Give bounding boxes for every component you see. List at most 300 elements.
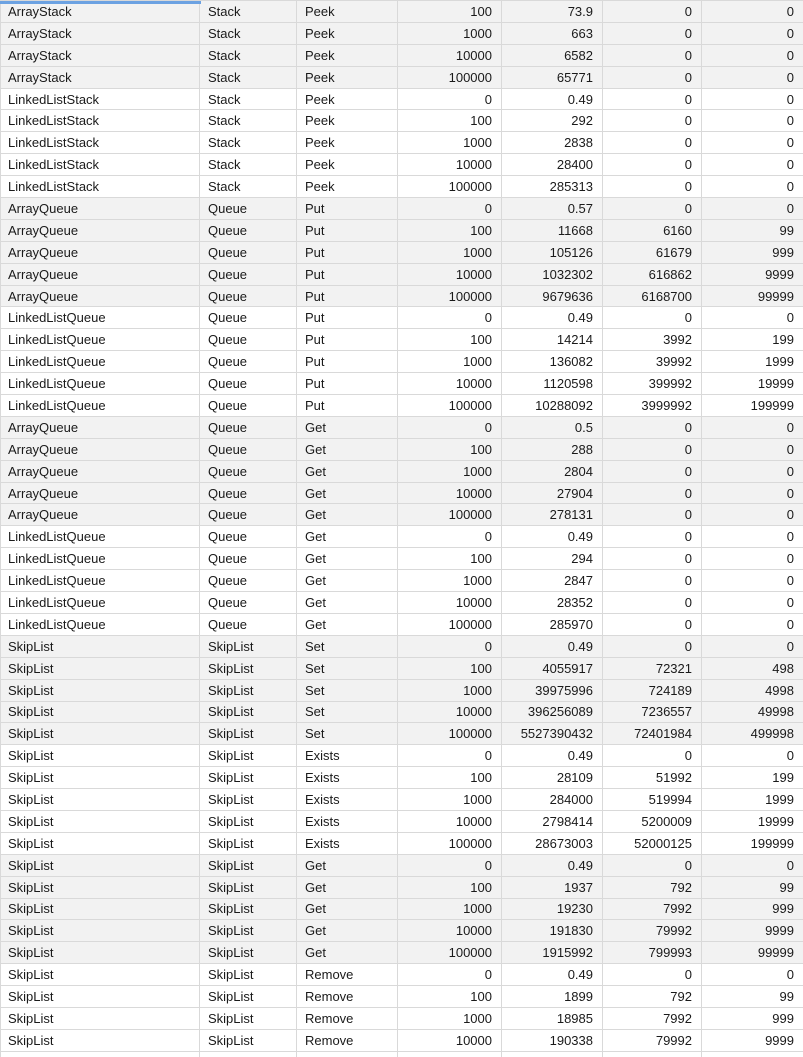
cell-category[interactable]: Queue <box>200 286 297 307</box>
cell-count[interactable]: 100000 <box>398 176 502 197</box>
cell-value-3[interactable]: 0 <box>786 551 794 567</box>
cell-category[interactable]: SkipList <box>200 636 297 657</box>
cell-value-2[interactable]: 3999992 <box>603 395 702 416</box>
cell-value-3[interactable]: 0 <box>786 638 794 654</box>
cell-structure[interactable]: ArrayQueue <box>0 461 200 482</box>
cell-value-1[interactable]: 136082 <box>502 351 603 372</box>
cell-count[interactable]: 100000 <box>398 723 502 744</box>
cell-structure[interactable]: LinkedListQueue <box>0 592 200 613</box>
cell-value-1[interactable]: 11668 <box>502 220 603 241</box>
cell-value-1[interactable]: 10288092 <box>502 395 603 416</box>
cell-count[interactable]: 1000 <box>398 461 502 482</box>
cell-value-3[interactable]: 0 <box>786 25 794 41</box>
cell-value-1[interactable]: 0.57 <box>502 198 603 219</box>
cell-value-1[interactable]: 73.9 <box>502 1 603 22</box>
cell-operation[interactable]: Set <box>297 658 398 679</box>
cell-value-3[interactable]: 0 <box>786 69 794 85</box>
cell-category[interactable]: SkipList <box>200 899 297 920</box>
cell-value-1[interactable] <box>502 1052 603 1057</box>
cell-count[interactable]: 1000 <box>398 680 502 701</box>
cell-structure[interactable]: SkipList <box>0 789 200 810</box>
cell-count[interactable]: 0 <box>398 526 502 547</box>
cell-value-2[interactable]: 52000125 <box>603 833 702 854</box>
cell-value-1[interactable]: 28673003 <box>502 833 603 854</box>
cell-value-1[interactable]: 1915992 <box>502 942 603 963</box>
cell-operation[interactable]: Peek <box>297 132 398 153</box>
cell-value-2[interactable]: 792 <box>603 986 702 1007</box>
cell-value-2[interactable]: 0 <box>603 110 702 131</box>
cell-value-3[interactable]: 99999 <box>757 288 794 304</box>
cell-category[interactable]: Queue <box>200 461 297 482</box>
cell-count[interactable]: 10000 <box>398 702 502 723</box>
cell-value-3[interactable] <box>702 1052 803 1057</box>
cell-count[interactable]: 100 <box>398 658 502 679</box>
cell-count[interactable]: 1000 <box>398 789 502 810</box>
cell-count[interactable]: 0 <box>398 307 502 328</box>
cell-operation[interactable]: Peek <box>297 67 398 88</box>
cell-category[interactable]: SkipList <box>200 811 297 832</box>
cell-operation[interactable]: Get <box>297 526 398 547</box>
cell-value-2[interactable]: 724189 <box>603 680 702 701</box>
cell-category[interactable]: Stack <box>200 132 297 153</box>
cell-value-3[interactable]: 0 <box>786 135 794 151</box>
cell-value-2[interactable]: 0 <box>603 132 702 153</box>
cell-operation[interactable]: Exists <box>297 811 398 832</box>
cell-value-3[interactable]: 4998 <box>765 682 794 698</box>
cell-count[interactable]: 100000 <box>398 395 502 416</box>
cell-structure[interactable]: LinkedListQueue <box>0 614 200 635</box>
cell-category[interactable]: SkipList <box>200 723 297 744</box>
cell-category[interactable]: Queue <box>200 570 297 591</box>
cell-structure[interactable]: LinkedListStack <box>0 110 200 131</box>
cell-category[interactable]: Queue <box>200 242 297 263</box>
cell-value-2[interactable]: 0 <box>603 504 702 525</box>
cell-value-1[interactable]: 1120598 <box>502 373 603 394</box>
cell-category[interactable]: Queue <box>200 351 297 372</box>
cell-value-3[interactable]: 199 <box>772 332 794 348</box>
cell-value-2[interactable]: 0 <box>603 964 702 985</box>
cell-category[interactable]: Queue <box>200 395 297 416</box>
cell-value-3[interactable]: 0 <box>786 573 794 589</box>
cell-count[interactable]: 0 <box>398 636 502 657</box>
cell-operation[interactable]: Peek <box>297 176 398 197</box>
cell-value-1[interactable]: 0.49 <box>502 855 603 876</box>
cell-category[interactable]: Queue <box>200 592 297 613</box>
cell-operation[interactable]: Remove <box>297 986 398 1007</box>
cell-operation[interactable] <box>297 1052 398 1057</box>
cell-category[interactable]: Queue <box>200 526 297 547</box>
cell-value-2[interactable]: 0 <box>603 417 702 438</box>
cell-category[interactable]: SkipList <box>200 833 297 854</box>
cell-value-3[interactable]: 199 <box>772 770 794 786</box>
cell-value-1[interactable]: 0.49 <box>502 964 603 985</box>
cell-category[interactable]: SkipList <box>200 964 297 985</box>
cell-value-2[interactable]: 0 <box>603 570 702 591</box>
cell-value-1[interactable]: 2838 <box>502 132 603 153</box>
cell-operation[interactable]: Put <box>297 264 398 285</box>
cell-count[interactable]: 0 <box>398 855 502 876</box>
cell-value-1[interactable]: 663 <box>502 23 603 44</box>
cell-value-2[interactable]: 0 <box>603 198 702 219</box>
cell-value-2[interactable]: 399992 <box>603 373 702 394</box>
cell-value-2[interactable]: 0 <box>603 45 702 66</box>
cell-value-2[interactable]: 0 <box>603 67 702 88</box>
cell-operation[interactable]: Remove <box>297 964 398 985</box>
cell-category[interactable]: Stack <box>200 154 297 175</box>
cell-value-3[interactable]: 9999 <box>765 1032 794 1048</box>
cell-value-2[interactable]: 79992 <box>603 920 702 941</box>
cell-structure[interactable]: LinkedListStack <box>0 89 200 110</box>
cell-operation[interactable]: Get <box>297 592 398 613</box>
cell-value-1[interactable]: 5527390432 <box>502 723 603 744</box>
cell-value-3[interactable]: 0 <box>786 616 794 632</box>
cell-structure[interactable]: SkipList <box>0 702 200 723</box>
cell-value-2[interactable]: 0 <box>603 439 702 460</box>
cell-value-1[interactable]: 278131 <box>502 504 603 525</box>
cell-value-3[interactable]: 0 <box>786 967 794 983</box>
cell-operation[interactable]: Put <box>297 242 398 263</box>
cell-value-3[interactable]: 199999 <box>750 397 794 413</box>
cell-value-1[interactable]: 292 <box>502 110 603 131</box>
cell-category[interactable] <box>200 1052 297 1057</box>
cell-value-2[interactable] <box>603 1052 702 1057</box>
cell-structure[interactable]: LinkedListQueue <box>0 570 200 591</box>
cell-value-1[interactable]: 190338 <box>502 1030 603 1051</box>
cell-value-1[interactable]: 1032302 <box>502 264 603 285</box>
cell-value-3[interactable]: 0 <box>786 91 794 107</box>
cell-value-2[interactable]: 7236557 <box>603 702 702 723</box>
cell-category[interactable]: SkipList <box>200 767 297 788</box>
cell-operation[interactable]: Exists <box>297 833 398 854</box>
cell-structure[interactable]: LinkedListQueue <box>0 395 200 416</box>
cell-value-1[interactable]: 0.49 <box>502 89 603 110</box>
cell-structure[interactable]: LinkedListQueue <box>0 373 200 394</box>
cell-category[interactable]: Queue <box>200 483 297 504</box>
cell-value-1[interactable]: 285970 <box>502 614 603 635</box>
cell-structure[interactable]: ArrayQueue <box>0 439 200 460</box>
cell-value-3[interactable]: 199999 <box>750 835 794 851</box>
cell-value-3[interactable]: 99 <box>779 989 794 1005</box>
cell-count[interactable]: 100000 <box>398 614 502 635</box>
cell-value-1[interactable]: 288 <box>502 439 603 460</box>
cell-count[interactable]: 100 <box>398 767 502 788</box>
cell-category[interactable]: Queue <box>200 504 297 525</box>
cell-category[interactable]: SkipList <box>200 855 297 876</box>
cell-value-2[interactable]: 6160 <box>603 220 702 241</box>
cell-value-3[interactable]: 1999 <box>765 792 794 807</box>
cell-operation[interactable]: Put <box>297 351 398 372</box>
cell-value-3[interactable]: 9999 <box>765 923 794 939</box>
cell-value-1[interactable]: 27904 <box>502 483 603 504</box>
cell-value-1[interactable]: 294 <box>502 548 603 569</box>
cell-structure[interactable]: SkipList <box>0 1008 200 1029</box>
cell-category[interactable]: Stack <box>200 176 297 197</box>
cell-value-3[interactable]: 999 <box>772 1010 794 1026</box>
cell-value-2[interactable]: 799993 <box>603 942 702 963</box>
cell-count[interactable]: 100000 <box>398 286 502 307</box>
cell-category[interactable]: Queue <box>200 264 297 285</box>
cell-value-1[interactable]: 0.49 <box>502 307 603 328</box>
cell-value-1[interactable]: 19230 <box>502 899 603 920</box>
cell-value-2[interactable]: 0 <box>603 1 702 22</box>
cell-value-2[interactable]: 0 <box>603 483 702 504</box>
cell-value-1[interactable]: 2804 <box>502 461 603 482</box>
cell-category[interactable]: Queue <box>200 548 297 569</box>
cell-value-1[interactable]: 0.5 <box>502 417 603 438</box>
cell-count[interactable]: 10000 <box>398 1030 502 1051</box>
cell-count[interactable]: 100 <box>398 110 502 131</box>
cell-operation[interactable]: Remove <box>297 1008 398 1029</box>
cell-category[interactable]: Queue <box>200 439 297 460</box>
cell-operation[interactable]: Peek <box>297 45 398 66</box>
cell-category[interactable]: Queue <box>200 220 297 241</box>
cell-value-3[interactable]: 19999 <box>757 376 794 392</box>
cell-category[interactable]: SkipList <box>200 877 297 898</box>
cell-category[interactable]: SkipList <box>200 920 297 941</box>
cell-value-3[interactable]: 19999 <box>757 813 794 829</box>
cell-structure[interactable]: ArrayQueue <box>0 198 200 219</box>
cell-value-3[interactable]: 0 <box>786 507 794 523</box>
cell-structure[interactable]: SkipList <box>0 658 200 679</box>
cell-structure[interactable]: ArrayQueue <box>0 504 200 525</box>
cell-count[interactable]: 10000 <box>398 264 502 285</box>
cell-structure[interactable]: SkipList <box>0 767 200 788</box>
cell-value-2[interactable]: 0 <box>603 855 702 876</box>
cell-operation[interactable]: Put <box>297 329 398 350</box>
cell-operation[interactable]: Peek <box>297 89 398 110</box>
cell-operation[interactable]: Get <box>297 855 398 876</box>
cell-value-1[interactable]: 105126 <box>502 242 603 263</box>
cell-value-2[interactable]: 0 <box>603 636 702 657</box>
cell-value-1[interactable]: 2847 <box>502 570 603 591</box>
cell-operation[interactable]: Get <box>297 483 398 504</box>
cell-value-1[interactable]: 28352 <box>502 592 603 613</box>
cell-operation[interactable]: Get <box>297 942 398 963</box>
cell-count[interactable]: 10000 <box>398 45 502 66</box>
cell-value-3[interactable]: 0 <box>786 529 794 545</box>
cell-value-3[interactable]: 0 <box>786 419 794 435</box>
cell-structure[interactable]: LinkedListStack <box>0 176 200 197</box>
cell-operation[interactable]: Exists <box>297 745 398 766</box>
cell-value-3[interactable]: 0 <box>786 47 794 63</box>
cell-value-1[interactable]: 39975996 <box>502 680 603 701</box>
cell-structure[interactable]: ArrayQueue <box>0 264 200 285</box>
cell-operation[interactable]: Put <box>297 198 398 219</box>
cell-operation[interactable]: Get <box>297 570 398 591</box>
cell-value-2[interactable]: 0 <box>603 526 702 547</box>
cell-value-1[interactable]: 18985 <box>502 1008 603 1029</box>
cell-category[interactable]: SkipList <box>200 745 297 766</box>
cell-operation[interactable]: Set <box>297 723 398 744</box>
cell-category[interactable]: SkipList <box>200 789 297 810</box>
cell-count[interactable] <box>398 1052 502 1057</box>
cell-value-3[interactable]: 9999 <box>765 266 794 282</box>
cell-value-3[interactable]: 99 <box>779 222 794 238</box>
cell-count[interactable]: 1000 <box>398 23 502 44</box>
cell-value-2[interactable]: 519994 <box>603 789 702 810</box>
cell-value-2[interactable]: 6168700 <box>603 286 702 307</box>
cell-value-3[interactable]: 0 <box>786 113 794 129</box>
cell-value-2[interactable]: 0 <box>603 592 702 613</box>
cell-operation[interactable]: Set <box>297 680 398 701</box>
cell-value-3[interactable]: 999 <box>772 244 794 260</box>
cell-structure[interactable]: SkipList <box>0 833 200 854</box>
cell-category[interactable]: Stack <box>200 23 297 44</box>
cell-category[interactable]: Queue <box>200 329 297 350</box>
cell-value-1[interactable]: 14214 <box>502 329 603 350</box>
cell-category[interactable]: SkipList <box>200 942 297 963</box>
cell-category[interactable]: Stack <box>200 89 297 110</box>
cell-structure[interactable]: ArrayStack <box>0 23 200 44</box>
cell-value-2[interactable]: 51992 <box>603 767 702 788</box>
cell-operation[interactable]: Get <box>297 614 398 635</box>
cell-count[interactable]: 100000 <box>398 504 502 525</box>
cell-value-2[interactable]: 0 <box>603 23 702 44</box>
cell-value-2[interactable]: 72401984 <box>603 723 702 744</box>
cell-value-2[interactable]: 0 <box>603 548 702 569</box>
cell-count[interactable]: 100 <box>398 1 502 22</box>
cell-value-3[interactable]: 49998 <box>757 704 794 720</box>
cell-value-3[interactable]: 0 <box>786 857 794 873</box>
cell-operation[interactable]: Set <box>297 702 398 723</box>
cell-value-2[interactable]: 79992 <box>603 1030 702 1051</box>
cell-operation[interactable]: Set <box>297 636 398 657</box>
cell-structure[interactable]: ArrayStack <box>0 45 200 66</box>
cell-category[interactable]: Queue <box>200 373 297 394</box>
cell-structure[interactable] <box>0 1052 200 1057</box>
cell-value-3[interactable]: 0 <box>786 485 794 501</box>
cell-structure[interactable]: SkipList <box>0 986 200 1007</box>
cell-value-3[interactable]: 0 <box>786 3 794 19</box>
cell-value-2[interactable]: 3992 <box>603 329 702 350</box>
cell-structure[interactable]: LinkedListQueue <box>0 307 200 328</box>
cell-value-2[interactable]: 7992 <box>603 899 702 920</box>
cell-category[interactable]: Stack <box>200 1 297 22</box>
cell-structure[interactable]: LinkedListStack <box>0 132 200 153</box>
cell-value-1[interactable]: 191830 <box>502 920 603 941</box>
cell-structure[interactable]: ArrayStack <box>0 67 200 88</box>
cell-structure[interactable]: ArrayQueue <box>0 286 200 307</box>
cell-value-1[interactable]: 396256089 <box>502 702 603 723</box>
cell-value-2[interactable]: 61679 <box>603 242 702 263</box>
cell-count[interactable]: 10000 <box>398 373 502 394</box>
cell-operation[interactable]: Exists <box>297 767 398 788</box>
cell-category[interactable]: Stack <box>200 67 297 88</box>
cell-count[interactable]: 0 <box>398 745 502 766</box>
cell-structure[interactable]: SkipList <box>0 636 200 657</box>
cell-count[interactable]: 1000 <box>398 1008 502 1029</box>
cell-count[interactable]: 100000 <box>398 67 502 88</box>
cell-count[interactable]: 10000 <box>398 592 502 613</box>
cell-operation[interactable]: Put <box>297 220 398 241</box>
cell-category[interactable]: SkipList <box>200 680 297 701</box>
cell-value-1[interactable]: 4055917 <box>502 658 603 679</box>
cell-structure[interactable]: LinkedListQueue <box>0 351 200 372</box>
cell-category[interactable]: SkipList <box>200 1008 297 1029</box>
cell-operation[interactable]: Get <box>297 920 398 941</box>
cell-structure[interactable]: SkipList <box>0 899 200 920</box>
cell-structure[interactable]: SkipList <box>0 942 200 963</box>
cell-count[interactable]: 10000 <box>398 154 502 175</box>
cell-value-3[interactable]: 499998 <box>750 726 794 742</box>
cell-structure[interactable]: LinkedListQueue <box>0 548 200 569</box>
cell-count[interactable]: 10000 <box>398 811 502 832</box>
cell-value-2[interactable]: 5200009 <box>603 811 702 832</box>
cell-count[interactable]: 100 <box>398 986 502 1007</box>
cell-count[interactable]: 1000 <box>398 899 502 920</box>
cell-value-3[interactable]: 99999 <box>757 945 794 961</box>
cell-category[interactable]: Stack <box>200 45 297 66</box>
cell-count[interactable]: 100000 <box>398 942 502 963</box>
cell-value-3[interactable]: 0 <box>786 310 794 326</box>
cell-operation[interactable]: Peek <box>297 110 398 131</box>
cell-operation[interactable]: Get <box>297 548 398 569</box>
cell-value-1[interactable]: 2798414 <box>502 811 603 832</box>
cell-value-1[interactable]: 0.49 <box>502 636 603 657</box>
cell-structure[interactable]: ArrayQueue <box>0 242 200 263</box>
cell-value-3[interactable]: 0 <box>786 157 794 173</box>
cell-value-2[interactable]: 0 <box>603 745 702 766</box>
cell-structure[interactable]: SkipList <box>0 680 200 701</box>
cell-value-3[interactable]: 0 <box>786 179 794 195</box>
cell-value-2[interactable]: 792 <box>603 877 702 898</box>
cell-value-2[interactable]: 0 <box>603 154 702 175</box>
cell-operation[interactable]: Remove <box>297 1030 398 1051</box>
cell-value-1[interactable]: 65771 <box>502 67 603 88</box>
cell-operation[interactable]: Peek <box>297 23 398 44</box>
cell-structure[interactable]: LinkedListQueue <box>0 526 200 547</box>
cell-structure[interactable]: SkipList <box>0 855 200 876</box>
cell-structure[interactable]: SkipList <box>0 745 200 766</box>
cell-category[interactable]: SkipList <box>200 986 297 1007</box>
cell-value-2[interactable]: 0 <box>603 176 702 197</box>
cell-value-1[interactable]: 285313 <box>502 176 603 197</box>
cell-value-2[interactable]: 0 <box>603 461 702 482</box>
cell-structure[interactable]: SkipList <box>0 920 200 941</box>
cell-value-1[interactable]: 6582 <box>502 45 603 66</box>
cell-count[interactable]: 100 <box>398 548 502 569</box>
cell-value-3[interactable]: 0 <box>786 748 794 764</box>
cell-value-2[interactable]: 616862 <box>603 264 702 285</box>
cell-operation[interactable]: Get <box>297 504 398 525</box>
cell-count[interactable]: 10000 <box>398 483 502 504</box>
cell-value-3[interactable]: 0 <box>786 441 794 457</box>
cell-structure[interactable]: SkipList <box>0 877 200 898</box>
cell-structure[interactable]: ArrayQueue <box>0 220 200 241</box>
cell-structure[interactable]: SkipList <box>0 723 200 744</box>
cell-operation[interactable]: Peek <box>297 1 398 22</box>
cell-value-2[interactable]: 0 <box>603 614 702 635</box>
cell-operation[interactable]: Put <box>297 307 398 328</box>
cell-operation[interactable]: Get <box>297 877 398 898</box>
cell-count[interactable]: 1000 <box>398 351 502 372</box>
cell-value-3[interactable]: 999 <box>772 901 794 917</box>
cell-category[interactable]: Queue <box>200 614 297 635</box>
cell-count[interactable]: 1000 <box>398 570 502 591</box>
cell-structure[interactable]: SkipList <box>0 1030 200 1051</box>
cell-value-1[interactable]: 28400 <box>502 154 603 175</box>
cell-value-1[interactable]: 28109 <box>502 767 603 788</box>
cell-value-1[interactable]: 0.49 <box>502 745 603 766</box>
cell-value-1[interactable]: 9679636 <box>502 286 603 307</box>
cell-category[interactable]: Stack <box>200 110 297 131</box>
cell-value-1[interactable]: 1899 <box>502 986 603 1007</box>
cell-count[interactable]: 1000 <box>398 132 502 153</box>
cell-value-2[interactable]: 7992 <box>603 1008 702 1029</box>
cell-value-3[interactable]: 0 <box>786 463 794 479</box>
cell-value-3[interactable]: 99 <box>779 879 794 895</box>
cell-count[interactable]: 0 <box>398 417 502 438</box>
